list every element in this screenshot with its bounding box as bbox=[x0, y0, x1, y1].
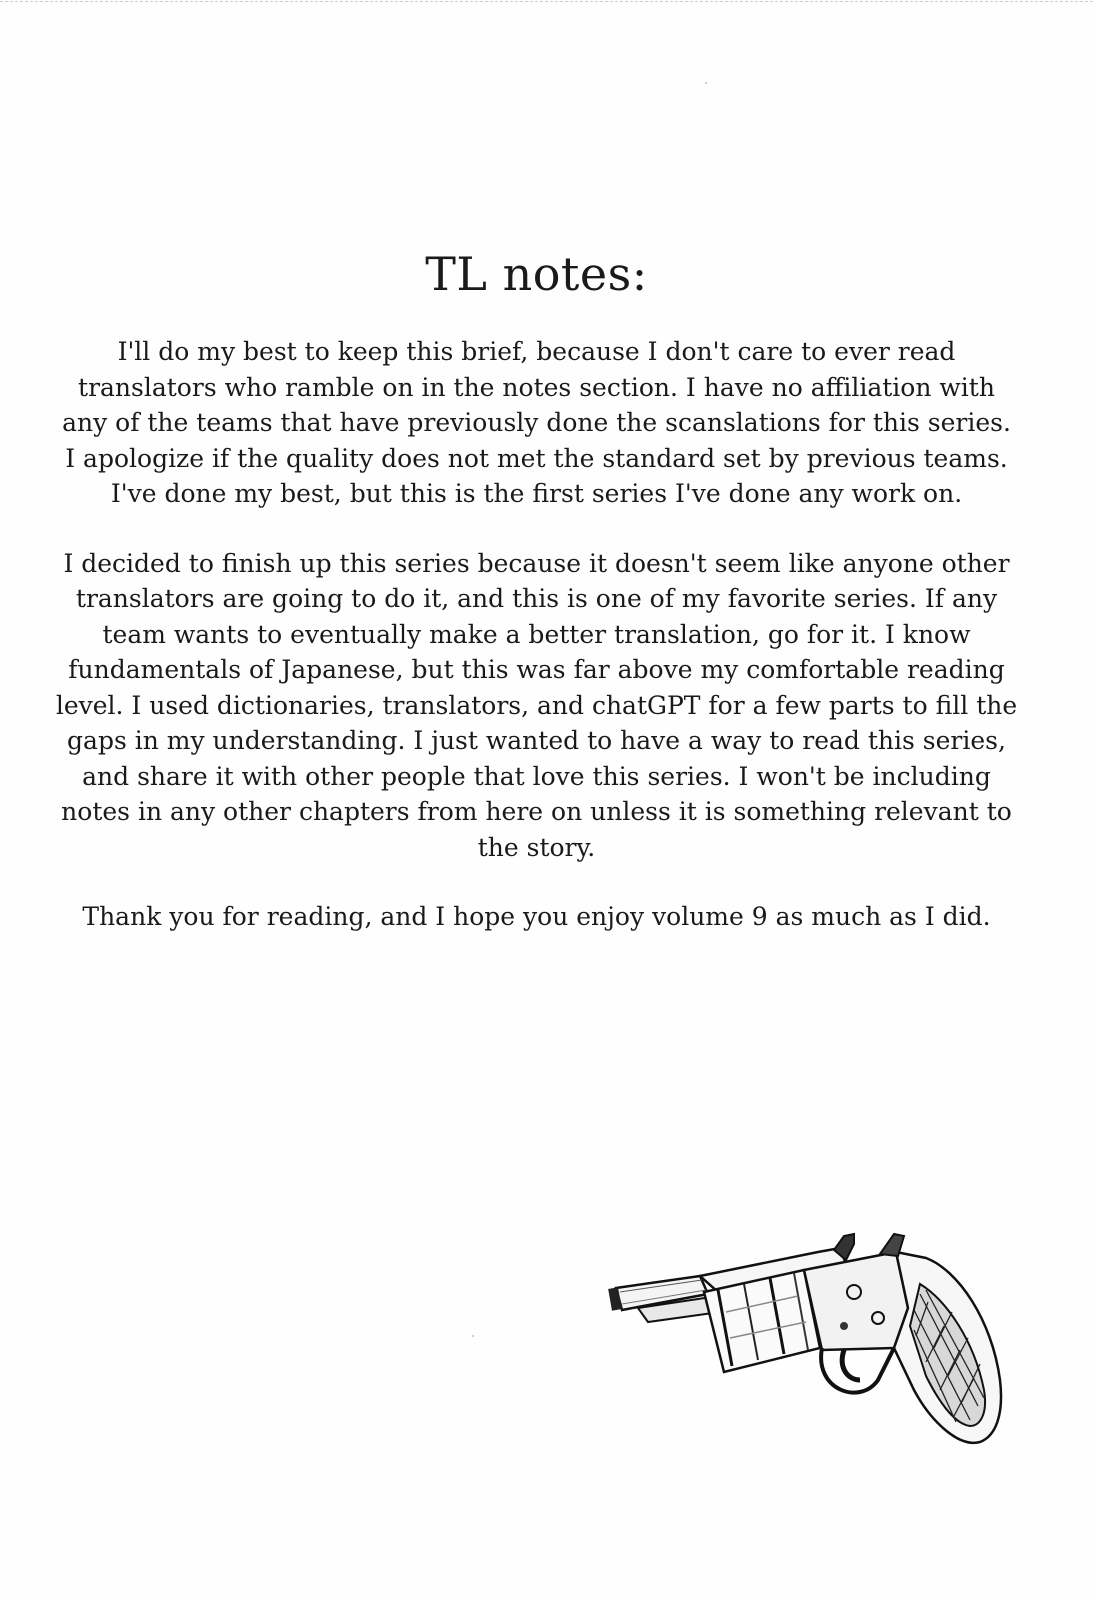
translator-notes bbox=[55, 334, 1018, 969]
page-title: TL notes: bbox=[425, 247, 648, 301]
scan-speck bbox=[705, 82, 707, 84]
scan-edge-line bbox=[0, 1, 1093, 2]
notes-paragraph-3: Thank you for reading, and I hope you enjoy volume 9 as much as I did. bbox=[82, 902, 991, 931]
notes-paragraph-2: I decided to finish up this series because it doesn't seem like anyone other translators are going to do it, and this is one of my favorite series. If any team wants to eventually make a better translation, go for it. I know fundamentals of Japanese, but this was far above my comfortable reading level. I used dictionaries, translators, and chatGPT for a few parts to fill the gaps in my understanding. I just wanted to have a way to read this series, and share it with other people that love this series. I won't be including notes in any other chapters from here on unless it is something relevant to the story. bbox=[55, 548, 1018, 862]
revolver-icon bbox=[608, 1230, 1008, 1450]
notes-paragraph-1: I'll do my best to keep this brief, because I don't care to ever read translators who ramble on in the notes section. I have no affiliation with any of the teams that have previously done the scanslations for this series. I apologize if the quality does not met the standard set by previous teams. I've done my best, but this is the first series I've done any work on. bbox=[62, 337, 1011, 508]
scan-speck bbox=[472, 1335, 474, 1337]
